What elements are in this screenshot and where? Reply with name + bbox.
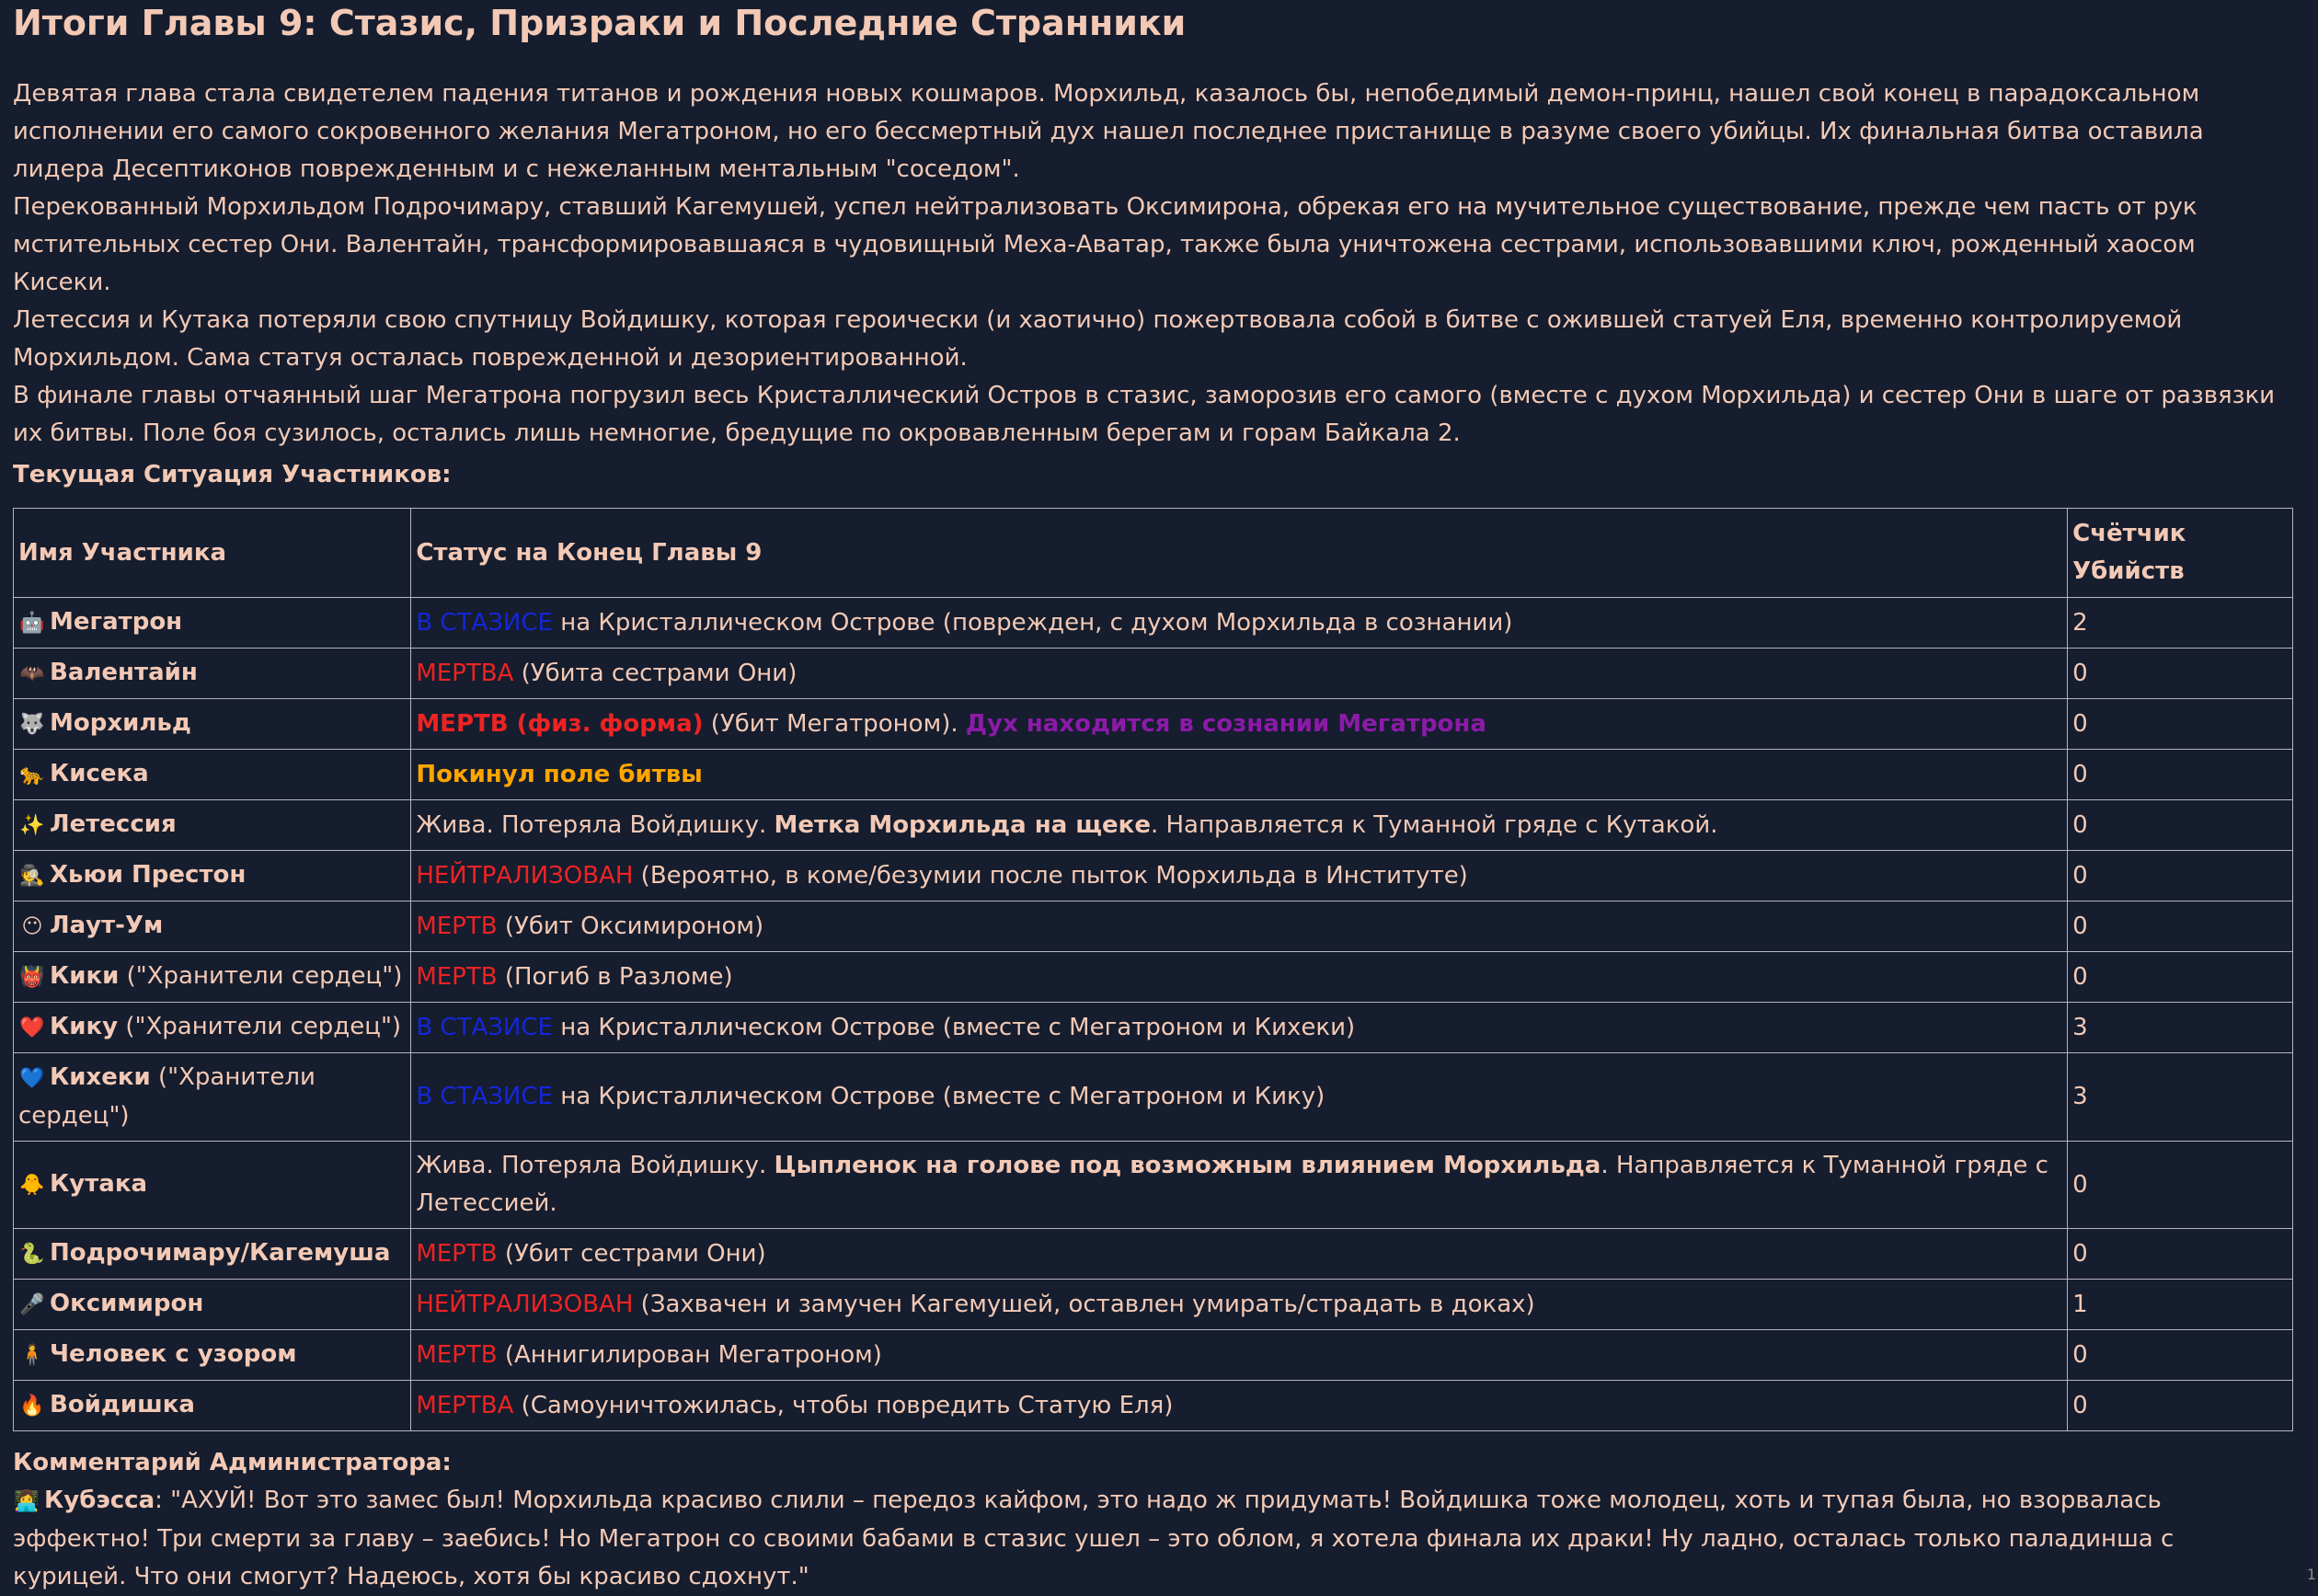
wolf-icon: 🐺	[19, 713, 45, 736]
status-extra: Дух находится в сознании Мегатрона	[965, 709, 1486, 738]
table-row	[14, 1381, 2293, 1431]
page-corner-marker: 1	[2306, 1566, 2316, 1583]
kill-count: 0	[2068, 1229, 2293, 1280]
status-tag: В СТАЗИСЕ	[416, 1013, 553, 1041]
participant-status-cell	[411, 1053, 2068, 1142]
table-row	[14, 699, 2293, 750]
table-row	[14, 750, 2293, 800]
header-status: Статус на Конец Главы 9	[411, 509, 2068, 598]
red-heart-icon: ❤️	[19, 1016, 45, 1039]
kill-count: 0	[2068, 901, 2293, 952]
detective-icon: 🕵	[19, 865, 45, 888]
fire-icon: 🔥	[19, 1395, 45, 1418]
status-text: (Убита сестрами Они)	[513, 659, 798, 687]
table-row	[14, 800, 2293, 851]
robot-icon: 🤖	[19, 612, 45, 635]
participant-name-cell	[14, 649, 411, 699]
kill-count: 3	[2068, 1053, 2293, 1142]
leopard-icon: 🐆	[19, 764, 45, 787]
participant-status-cell	[411, 1330, 2068, 1381]
intro-paragraph: В финале главы отчаянный шаг Мегатрона погрузил весь Кристаллический Остров в стазис, заморозив его самого (вместе с духом Морхильда) и сестер Они в шаге от развязки их битвы. Поле боя сузилось, остались лишь немногие, бредущие по окровавленным берегам и горам Байкала 2.	[13, 382, 2276, 447]
participant-name: Кисека	[50, 760, 149, 787]
status-tag: НЕЙТРАЛИЗОВАН	[416, 1290, 634, 1318]
kill-count: 0	[2068, 952, 2293, 1003]
participant-name-cell	[14, 851, 411, 901]
status-tag: В СТАЗИСЕ	[416, 1083, 553, 1110]
table-row	[14, 1330, 2293, 1381]
participant-status-cell	[411, 901, 2068, 952]
intro-section	[13, 75, 2294, 453]
participant-name-cell	[14, 1003, 411, 1053]
participant-name: Мегатрон	[50, 608, 183, 636]
kill-count: 0	[2068, 1381, 2293, 1431]
participant-status-cell	[411, 1229, 2068, 1280]
admin-comment	[13, 1482, 2294, 1596]
status-text: на Кристаллическом Острове (поврежден, с духом Морхильда в сознании)	[552, 608, 1513, 637]
participant-name-cell	[14, 901, 411, 952]
status-text: (Вероятно, в коме/безумии после пыток Морхильда в Институте)	[633, 861, 1468, 890]
participant-name-cell	[14, 598, 411, 649]
intro-paragraph: Девятая глава стала свидетелем падения титанов и рождения новых кошмаров. Морхильд, казалось бы, непобедимый демон-принц, нашел свой конец в парадоксальном исполнении его самого сокровенного желания Мегатроном, но его бессмертный дух нашел последнее пристанище в разуме своего убийцы. Их финальная битва оставила лидера Десептиконов поврежденным и с нежеланным ментальным "соседом".	[13, 80, 2204, 183]
participant-name-cell	[14, 750, 411, 800]
status-text: (Погиб в Разломе)	[497, 962, 733, 991]
kill-count: 0	[2068, 699, 2293, 750]
blue-heart-icon: 💙	[19, 1067, 45, 1090]
table-row	[14, 1229, 2293, 1280]
participant-status-cell	[411, 1280, 2068, 1330]
table-row	[14, 649, 2293, 699]
participant-group: ("Хранители сердец")	[118, 1013, 402, 1040]
section-title: Текущая Ситуация Участников:	[13, 461, 452, 488]
status-text: Жива. Потеряла Войдишку.	[416, 810, 775, 839]
table-row	[14, 1280, 2293, 1330]
participant-status-cell	[411, 699, 2068, 750]
participant-status-cell	[411, 1003, 2068, 1053]
header-kills: Счётчик Убийств	[2068, 509, 2293, 598]
participant-name-cell	[14, 1229, 411, 1280]
status-text: (Убит Оксимироном)	[497, 912, 764, 940]
status-text: Жива. Потеряла Войдишку.	[416, 1152, 775, 1179]
kill-count: 0	[2068, 649, 2293, 699]
status-text: . Направляется к Туманной гряде с Летессией.	[416, 1152, 2048, 1217]
participant-status-cell	[411, 750, 2068, 800]
participant-status-cell	[411, 800, 2068, 851]
status-tag: МЕРТВ	[416, 1340, 498, 1369]
participant-status-cell	[411, 952, 2068, 1003]
participant-name-cell	[14, 1381, 411, 1431]
participant-name-cell	[14, 1330, 411, 1381]
status-tag: МЕРТВА	[416, 1391, 514, 1419]
status-text: на Кристаллическом Острове (вместе с Мегатроном и Кихеки)	[552, 1013, 1356, 1041]
participant-name-cell	[14, 800, 411, 851]
participant-name-cell	[14, 1053, 411, 1142]
intro-paragraph: Перекованный Морхильдом Подрочимару, ставший Кагемушей, успел нейтрализовать Оксимирона, обрекая его на мучительное существование, прежде чем пасть от рук мстительных сестер Они. Валентайн, трансформировавшаяся в чудовищный Меха-Аватар, также была уничтожена сестрами, использовавшими ключ, рожденный хаосом Кисеки.	[13, 193, 2198, 296]
participant-name-cell	[14, 952, 411, 1003]
participant-status-cell	[411, 649, 2068, 699]
admin-name: Кубэсса	[44, 1487, 155, 1514]
snake-icon: 🐍	[19, 1243, 45, 1266]
participant-name: Кики	[50, 962, 120, 990]
kill-count: 0	[2068, 851, 2293, 901]
bat-icon: 🦇	[19, 662, 45, 685]
status-text: (Самоуничтожилась, чтобы повредить Статую Еля)	[513, 1391, 1174, 1419]
participant-name: Подрочимару/Кагемуша	[50, 1239, 391, 1267]
participant-status-cell	[411, 1142, 2068, 1229]
status-tag: МЕРТВ	[416, 962, 498, 991]
participant-status-cell	[411, 598, 2068, 649]
kill-count: 0	[2068, 1330, 2293, 1381]
participant-name-cell	[14, 1142, 411, 1229]
participant-name: Хьюи Престон	[50, 861, 247, 889]
participants-table	[13, 508, 2293, 1431]
participant-group: ("Хранители сердец")	[119, 962, 403, 990]
participant-status-cell	[411, 1381, 2068, 1431]
kill-count: 0	[2068, 750, 2293, 800]
participant-name: Кихеки	[50, 1063, 151, 1091]
participant-name: Войдишка	[50, 1391, 195, 1418]
status-text: на Кристаллическом Острове (вместе с Мегатроном и Кику)	[552, 1083, 1325, 1110]
status-tag: МЕРТВ	[416, 1239, 498, 1268]
status-tag: МЕРТВА	[416, 659, 514, 687]
status-text: (Захвачен и замучен Кагемушей, оставлен умирать/страдать в доках)	[633, 1290, 1535, 1318]
table-row	[14, 1142, 2293, 1229]
intro-paragraph: Летессия и Кутака потеряли свою спутницу Войдишку, которая героически (и хаотично) пожертвовала собой в битве с ожившей статуей Еля, временно контролируемой Морхильдом. Сама статуя осталась поврежденной и дезориентированной.	[13, 306, 2183, 372]
status-tag: МЕРТВ	[416, 912, 498, 940]
status-text: . Направляется к Туманной гряде с Кутакой.	[1150, 810, 1718, 839]
participant-name: Лаут-Ум	[50, 912, 164, 939]
page-title: Итоги Главы 9: Стазис, Призраки и Последние Странники	[13, 3, 1187, 43]
status-bold: Цыпленок на голове под возможным влиянием Морхильда	[774, 1152, 1601, 1179]
status-tag: НЕЙТРАЛИЗОВАН	[416, 861, 634, 890]
kill-count: 0	[2068, 800, 2293, 851]
person-icon: 🧍	[19, 1344, 45, 1367]
chick-icon: 🐥	[19, 1174, 45, 1197]
participant-name: Кику	[50, 1013, 119, 1040]
participant-name: Оксимирон	[50, 1290, 204, 1317]
admin-comment-title: Комментарий Администратора:	[13, 1449, 452, 1476]
participant-name: Кутака	[50, 1170, 148, 1198]
face-icon: 😶	[21, 915, 43, 938]
status-text: (Убит Мегатроном).	[703, 709, 966, 738]
participant-name-cell	[14, 1280, 411, 1330]
participant-name: Валентайн	[50, 659, 198, 686]
participant-name: Летессия	[50, 810, 177, 838]
table-row	[14, 851, 2293, 901]
participant-name-cell	[14, 699, 411, 750]
ogre-icon: 👹	[19, 966, 45, 989]
kill-count: 1	[2068, 1280, 2293, 1330]
status-tag: МЕРТВ (физ. форма)	[416, 709, 704, 738]
admin-comment-text: : "АХУЙ! Вот это замес был! Морхильда красиво слили – передоз кайфом, это надо ж придумать! Войдишка тоже молодец, хоть и тупая была, но взорвалась эффектно! Три смерти за главу – заебись! Но Мегатрон со своими бабами в стазис ушел – это облом, я хотела финала их драки! Ну ладно, осталась только паладинша с курицей. Что они смогут? Надеюсь, хотя бы красиво сдохнут."	[13, 1487, 2175, 1590]
table-row	[14, 1003, 2293, 1053]
participant-name: Морхильд	[50, 709, 191, 737]
kill-count: 0	[2068, 1142, 2293, 1229]
status-tag: Покинул поле битвы	[416, 760, 703, 788]
table-row	[14, 598, 2293, 649]
technologist-icon: 👩‍💻	[14, 1490, 40, 1513]
kill-count: 3	[2068, 1003, 2293, 1053]
status-bold: Метка Морхильда на щеке	[774, 810, 1151, 839]
status-text: (Убит сестрами Они)	[497, 1239, 766, 1268]
participant-group: ("Хранители сердец")	[18, 1063, 316, 1130]
page	[13, 0, 2294, 1596]
status-text: (Аннигилирован Мегатроном)	[497, 1340, 882, 1369]
status-tag: В СТАЗИСЕ	[416, 608, 553, 637]
header-name: Имя Участника	[14, 509, 411, 598]
table-row	[14, 1053, 2293, 1142]
table-row	[14, 952, 2293, 1003]
sparkles-icon: ✨	[19, 814, 45, 837]
microphone-icon: 🎤	[19, 1293, 45, 1316]
table-header-row	[14, 509, 2293, 598]
kill-count: 2	[2068, 598, 2293, 649]
table-row	[14, 901, 2293, 952]
participant-name: Человек с узором	[50, 1340, 297, 1368]
participant-status-cell	[411, 851, 2068, 901]
